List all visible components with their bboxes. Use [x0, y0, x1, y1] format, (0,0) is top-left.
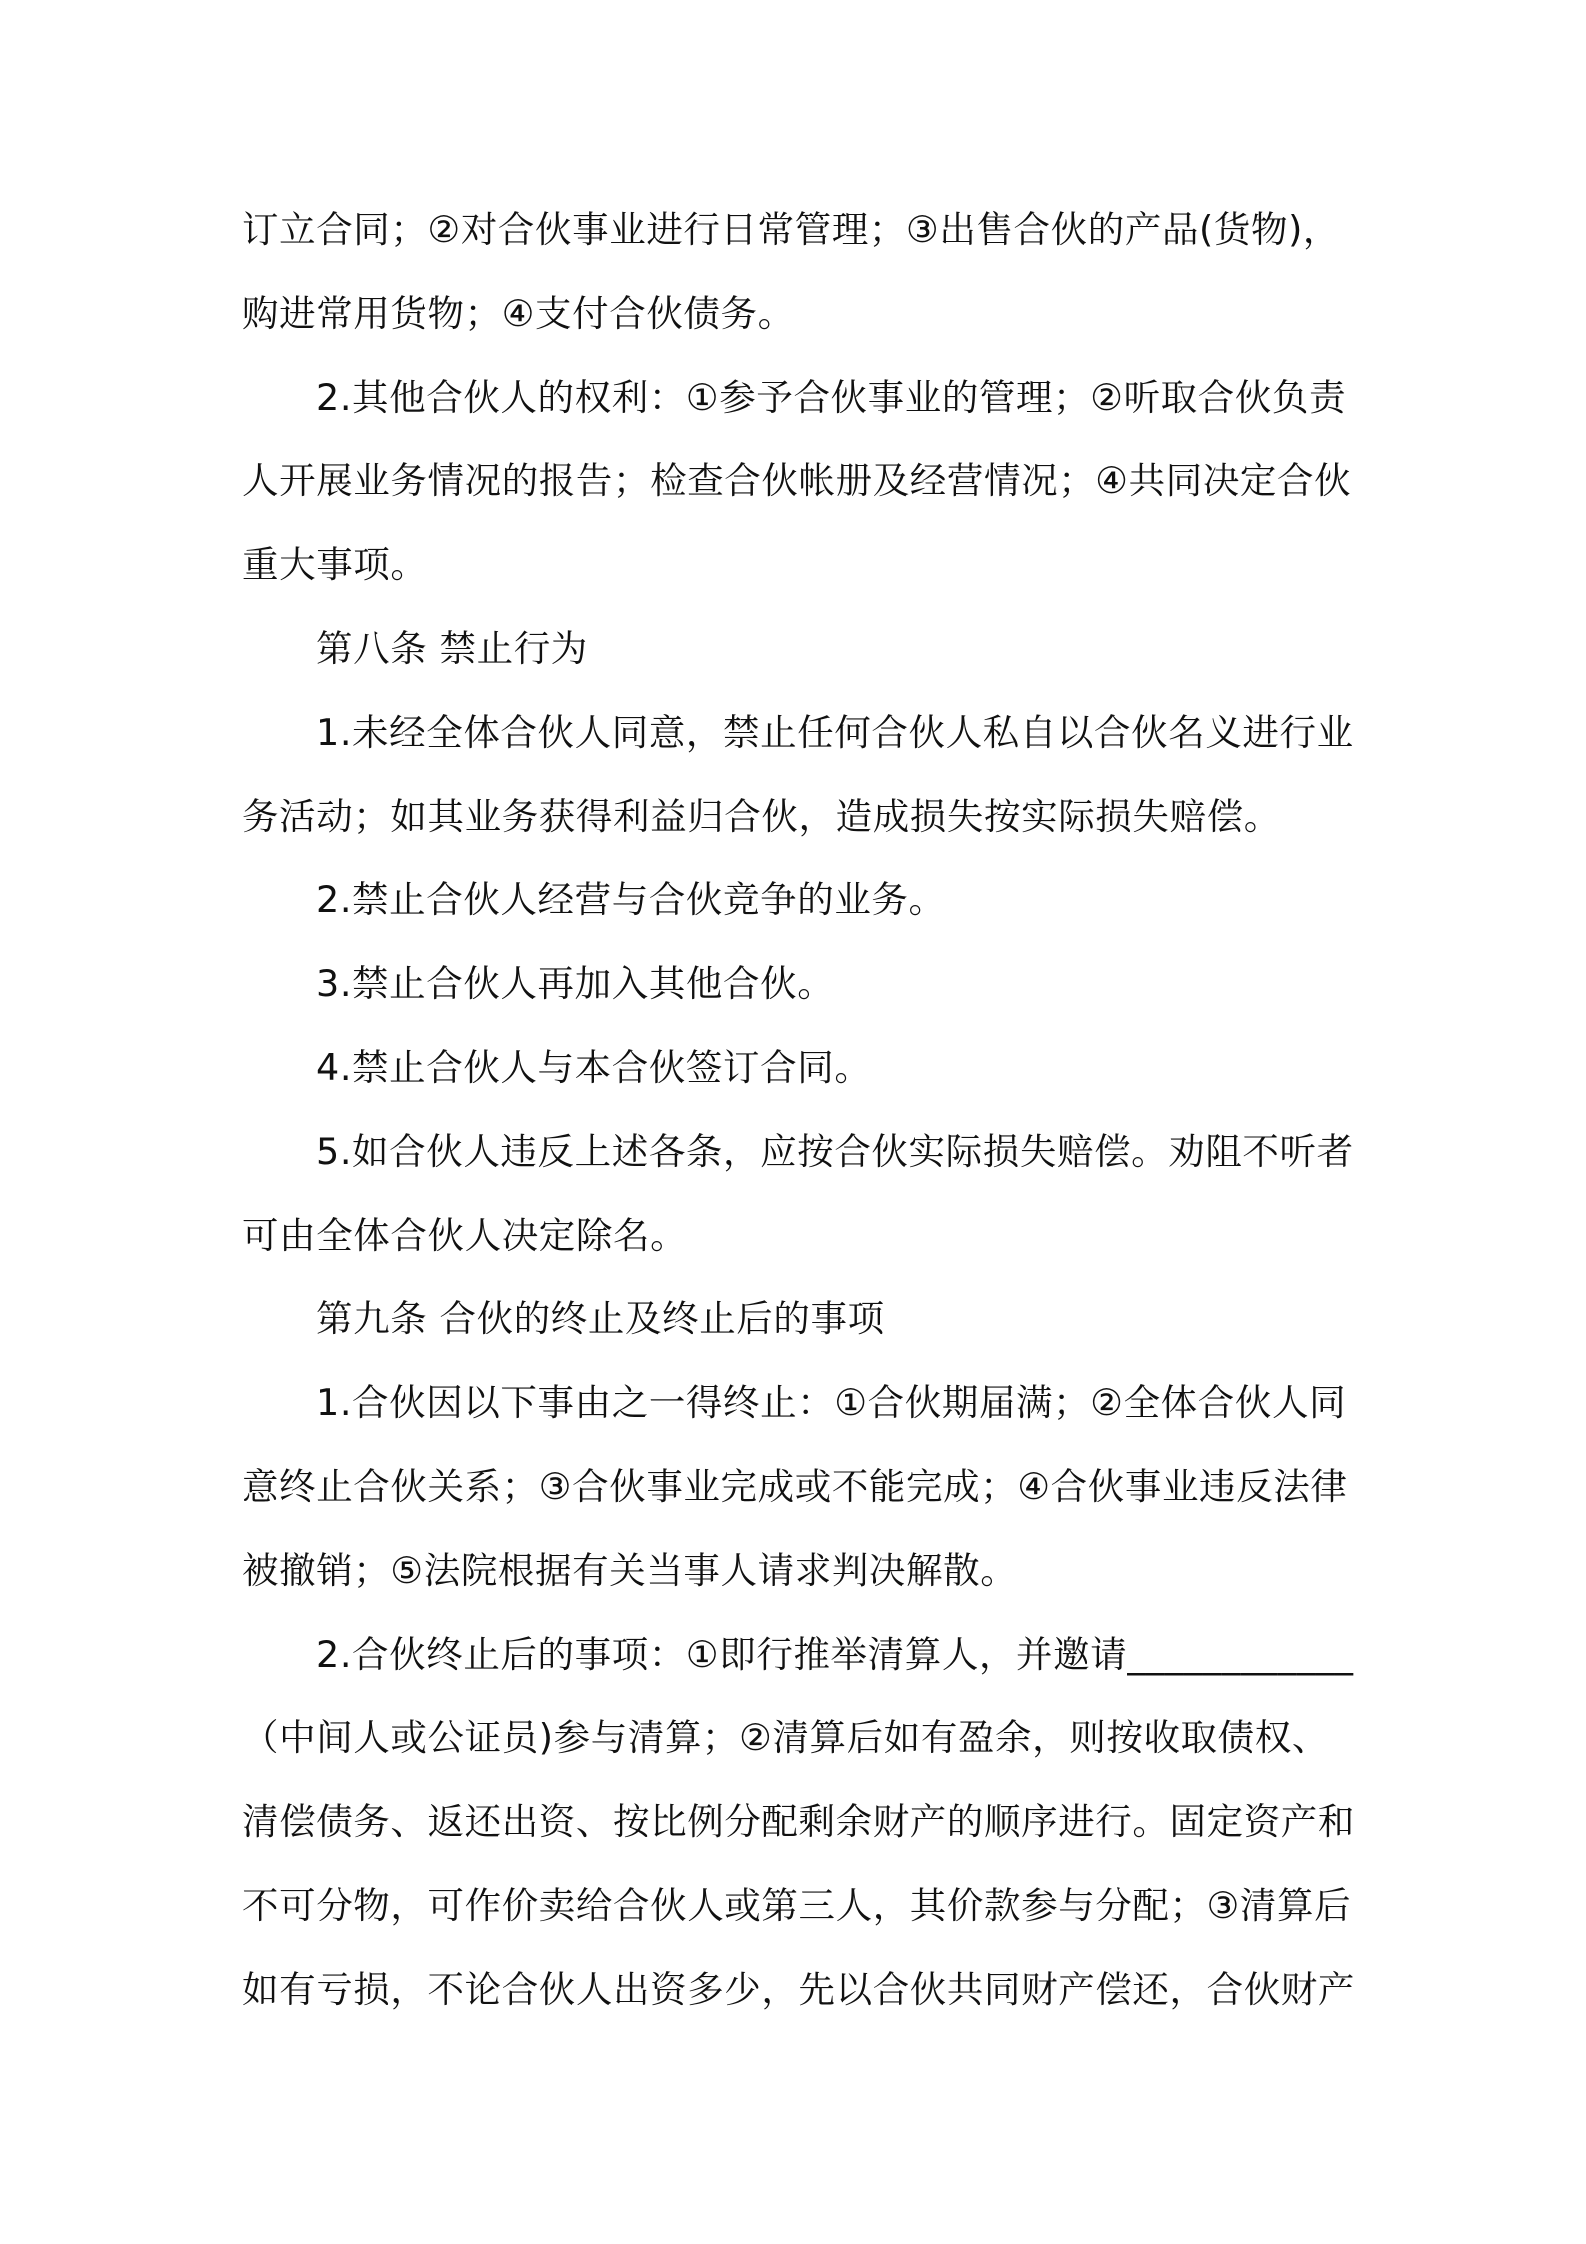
- text-line: 订立合同；②对合伙事业进行日常管理；③出售合伙的产品(货物)，: [242, 208, 1341, 251]
- text-line: （中间人或公证员)参与清算；②清算后如有盈余，则按收取债权、: [242, 1716, 1329, 1760]
- section-heading: 第九条 合伙的终止及终止后的事项: [316, 1297, 885, 1341]
- text-line: 意终止合伙关系；③合伙事业完成或不能完成；④合伙事业违反法律: [242, 1464, 1348, 1508]
- text-line: 2.禁止合伙人经营与合伙竞争的业务。: [316, 878, 946, 922]
- text-line: 被撤销；⑤法院根据有关当事人请求判决解散。: [242, 1548, 1018, 1592]
- text-line: 购进常用货物；④支付合伙债务。: [242, 291, 795, 335]
- text-line: 1.合伙因以下事由之一得终止：①合伙期届满；②全体合伙人同: [316, 1381, 1347, 1425]
- text-line: 2.其他合伙人的权利：①参予合伙事业的管理；②听取合伙负责: [316, 375, 1347, 419]
- text-line: 重大事项。: [242, 543, 428, 587]
- section-heading: 第八条 禁止行为: [316, 626, 588, 670]
- text-line: 如有亏损，不论合伙人出资多少，先以合伙共同财产偿还，合伙财产: [242, 1967, 1355, 2011]
- text-line: 1.未经全体合伙人同意，禁止任何合伙人私自以合伙名义进行业: [316, 710, 1354, 754]
- text-line: 4.禁止合伙人与本合伙签订合同。: [316, 1045, 872, 1089]
- text-line: 3.禁止合伙人再加入其他合伙。: [316, 962, 835, 1006]
- text-line: 不可分物，可作价卖给合伙人或第三人，其价款参与分配；③清算后: [242, 1883, 1352, 1927]
- text-line: 人开展业务情况的报告；检查合伙帐册及经营情况；④共同决定合伙: [242, 459, 1352, 503]
- text-line: 5.如合伙人违反上述各条，应按合伙实际损失赔偿。劝阻不听者: [316, 1129, 1354, 1173]
- text-line: 2.合伙终止后的事项：①即行推举清算人，并邀请____________: [316, 1632, 1354, 1676]
- text-line: 务活动；如其业务获得利益归合伙，造成损失按实际损失赔偿。: [242, 794, 1281, 838]
- text-line: 可由全体合伙人决定除名。: [242, 1213, 688, 1257]
- document-body: [242, 200, 1354, 2044]
- text-line: 清偿债务、返还出资、按比例分配剩余财产的顺序进行。固定资产和: [242, 1800, 1355, 1844]
